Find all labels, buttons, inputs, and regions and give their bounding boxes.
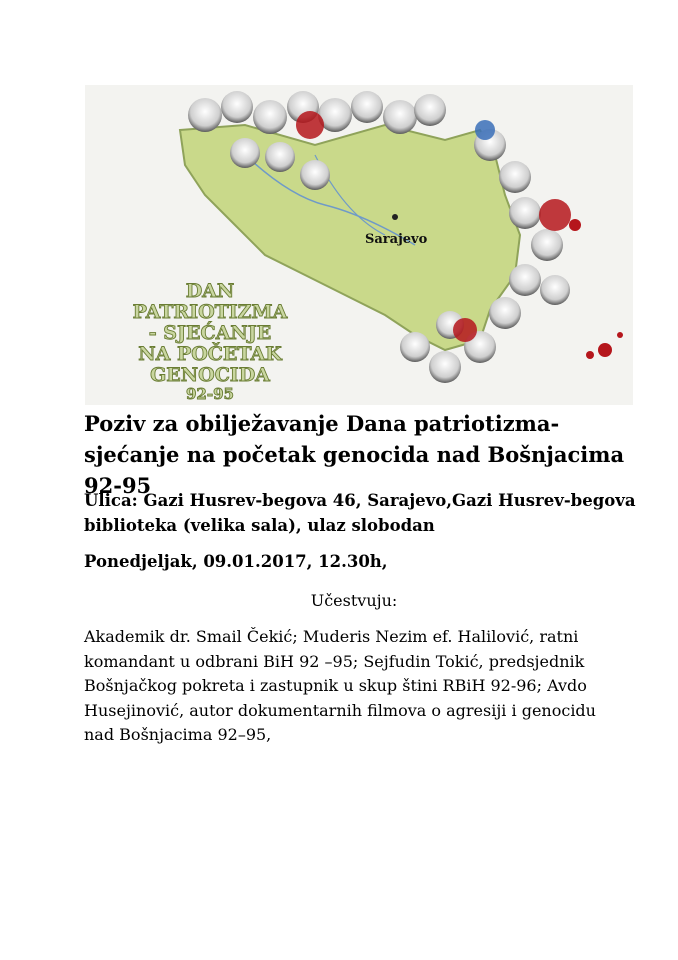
overlay-line-2: PATRIOTIZMA (132, 301, 288, 323)
participants-heading: Učestvuju: (310, 591, 398, 610)
overlay-line-3: - SJEĆANJE (148, 322, 272, 344)
city-marker-icon (392, 214, 398, 220)
overlay-line-4: NA POČETAK (138, 343, 282, 365)
overlay-line-6: 92-95 (186, 385, 234, 403)
event-title: Poziv za obilježavanje Dana patriotizma- sjećanje na početak genocida nad Bošnjacima 92-95 (84, 411, 625, 498)
poster-image (85, 85, 633, 405)
event-address: Ulica: Gazi Husrev-begova 46, Sarajevo,Gazi Husrev-begova biblioteka (velika sala), ulaz slobodan (84, 491, 636, 535)
event-datetime: Ponedjeljak, 09.01.2017, 12.30h, (84, 552, 388, 571)
city-label: Sarajevo (365, 232, 428, 247)
bosnia-map-illustration (85, 85, 633, 405)
blue-patch (475, 120, 495, 140)
overlay-line-1: DAN (185, 280, 235, 302)
participants-list: Akademik dr. Smail Čekić; Muderis Nezim ef. Halilović, ratni komandant u odbrani BiH 92 –95; Sejfudin Tokić, predsjednik Bošnjačkog pokreta i zastupnik u skup štini RBiH 92-96; Avdo Husejinović, autor dokumentarnih filmova o agresiji i genocidu nad Bošnjacima 92–95, (84, 627, 596, 744)
overlay-line-5: GENOCIDA (150, 364, 270, 386)
